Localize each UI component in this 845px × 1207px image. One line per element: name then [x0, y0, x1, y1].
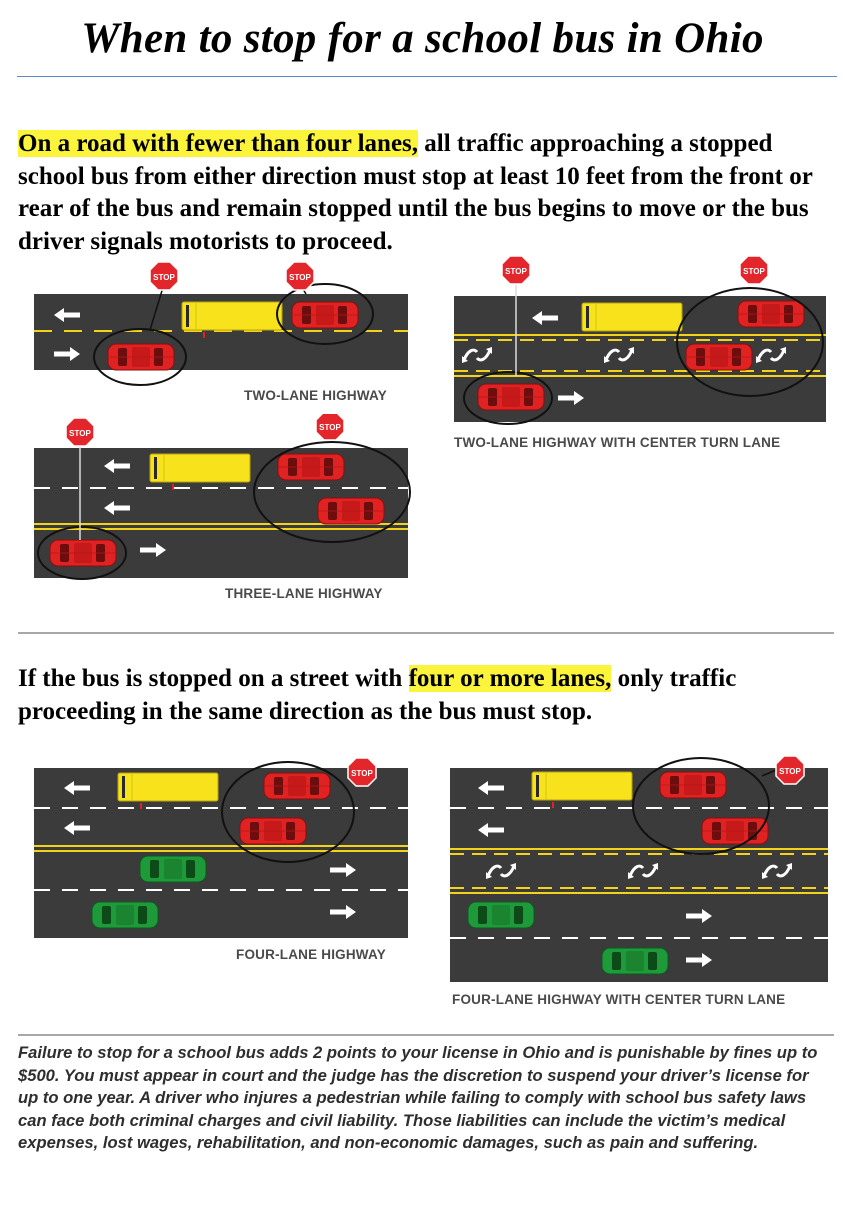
school-bus: [150, 454, 250, 482]
school-bus: [118, 773, 218, 801]
svg-text:STOP: STOP: [779, 767, 801, 776]
two-lane-highway-diagram: [30, 262, 415, 392]
stop-sign-icon: [316, 414, 344, 440]
stopped-car: [478, 384, 544, 410]
four-lane-center-turn-caption: FOUR-LANE HIGHWAY WITH CENTER TURN LANE: [452, 992, 786, 1007]
two-lane-center-turn-caption: TWO-LANE HIGHWAY WITH CENTER TURN LANE: [454, 435, 781, 450]
stopped-car: [264, 773, 330, 799]
school-bus: [582, 303, 682, 331]
four-lanes-text-before: If the bus is stopped on a street with: [18, 665, 409, 692]
svg-text:STOP: STOP: [289, 273, 311, 282]
stopped-car: [108, 344, 174, 370]
two-lane-center-turn-diagram: [450, 256, 835, 426]
svg-text:STOP: STOP: [351, 769, 373, 778]
section-divider: [18, 632, 834, 634]
moving-car: [92, 902, 158, 928]
stopped-car: [278, 454, 344, 480]
penalty-footer: Failure to stop for a school bus adds 2 points to your license in Ohio and is punishable by fines up to $500. You must appear in court and the judge has the discretion to suspend your driver’s license for up to one year. A driver who injures a pedestrian while failing to comply with school bus safety laws can face both criminal charges and civil liability. Those liabilities can include the victim’s medical expenses, lost wages, rehabilitation, and non-economic damages, such as pain and suffering.: [18, 1043, 818, 1152]
stop-sign-icon: [286, 262, 314, 290]
moving-car: [140, 856, 206, 882]
stop-sign-icon: [66, 418, 94, 446]
fewer-lanes-text: all traffic approaching a stopped school bus from either direction must stop at least 10 feet from the front or rear of the bus and remain stopped until the bus begins to move or the bus driver signals motorists to proceed.: [18, 130, 813, 255]
four-lane-highway-diagram: [30, 756, 415, 941]
stopped-car: [686, 344, 752, 370]
fewer-lanes-paragraph: [18, 128, 833, 258]
school-bus: [532, 772, 632, 800]
svg-text:STOP: STOP: [743, 267, 765, 276]
four-lanes-highlight: four or more lanes,: [408, 665, 612, 692]
fewer-lanes-highlight: On a road with fewer than four lanes,: [18, 130, 419, 157]
three-lane-highway-diagram: [30, 414, 415, 584]
stop-sign-icon: [776, 756, 804, 784]
stopped-car: [292, 302, 358, 328]
stopped-car: [50, 540, 116, 566]
stop-sign-icon: [502, 256, 530, 284]
four-lane-center-turn-diagram: [446, 752, 836, 984]
svg-text:STOP: STOP: [69, 429, 91, 438]
title-divider: [17, 76, 837, 77]
stop-sign-icon: [740, 256, 768, 284]
stop-sign-icon: [348, 758, 376, 786]
svg-text:STOP: STOP: [319, 423, 341, 432]
school-bus: [182, 302, 282, 330]
four-lanes-paragraph: [18, 662, 833, 728]
two-lane-caption: TWO-LANE HIGHWAY: [244, 388, 387, 403]
four-lanes-text-after: only traffic proceeding in the same direction as the bus must stop.: [18, 665, 737, 725]
three-lane-caption: THREE-LANE HIGHWAY: [225, 586, 383, 601]
page-title: When to stop for a school bus in Ohio: [81, 15, 764, 62]
stopped-car: [240, 818, 306, 844]
svg-text:STOP: STOP: [153, 273, 175, 282]
svg-text:STOP: STOP: [505, 267, 527, 276]
four-lane-caption: FOUR-LANE HIGHWAY: [236, 947, 386, 962]
stop-sign-icon: [150, 262, 178, 290]
moving-car: [468, 902, 534, 928]
stopped-car: [738, 301, 804, 327]
moving-car: [602, 948, 668, 974]
stopped-car: [318, 498, 384, 524]
footer-divider: [18, 1034, 834, 1036]
stopped-car: [660, 772, 726, 798]
